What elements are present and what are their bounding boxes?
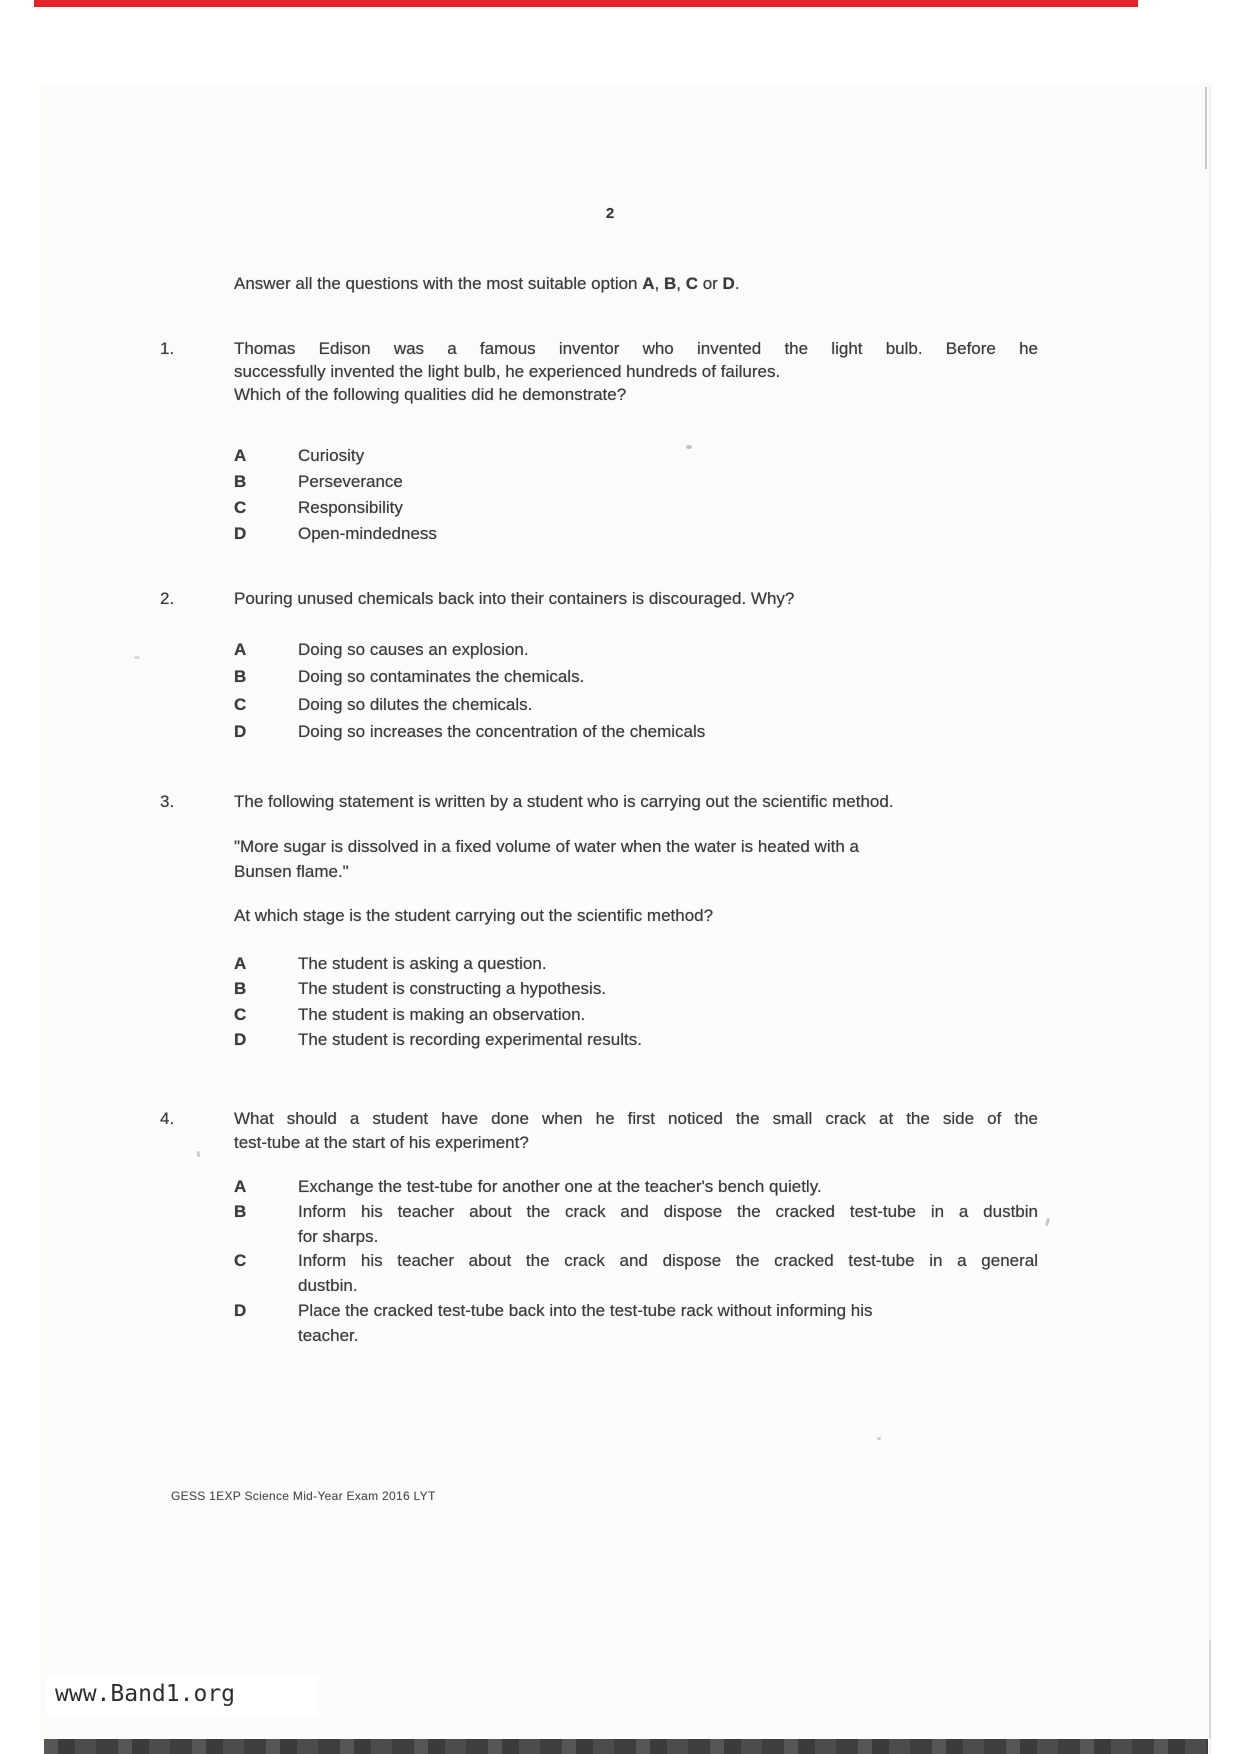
option-text-line: Inform his teacher about the crack and dispose the cracked test-tube in a dustbin [298, 1201, 1038, 1221]
option-text-line: The student is making an observation. [298, 1004, 586, 1024]
option-text-line: Doing so dilutes the chemicals. [298, 694, 533, 714]
option-letter: B [234, 979, 247, 999]
option-text-line: teacher. [298, 1325, 359, 1345]
option-letter: A [234, 446, 247, 465]
option-letter: C [234, 498, 247, 517]
option-letter: A [234, 640, 247, 659]
option-letter: D [234, 1029, 247, 1049]
instruction-text: or [697, 274, 723, 293]
question-text-line: Thomas Edison was a famous inventor who invented the light bulb. Before he [234, 339, 1038, 358]
scan-edge-line [1205, 87, 1207, 169]
scan-speck [134, 656, 140, 659]
question-number: 1. [160, 339, 175, 358]
instruction-option-letter: C [685, 274, 698, 293]
option-text-line: Open-mindedness [298, 524, 437, 543]
instruction-option-letter: D [722, 274, 735, 293]
scan-edge-line [1209, 1640, 1211, 1739]
question-text-line: test-tube at the start of his experiment? [234, 1132, 529, 1152]
watermark: www.Band1.org [55, 1681, 236, 1707]
option-text-line: Place the cracked test-tube back into the test-tube rack without informing his [298, 1301, 873, 1320]
option-letter: B [234, 472, 247, 491]
instruction [234, 274, 740, 294]
instruction-option-letter: A [642, 274, 655, 293]
option-text-line: Inform his teacher about the crack and dispose the cracked test-tube in a general [298, 1251, 1038, 1271]
question-number: 2. [160, 589, 175, 608]
instruction-text: , [654, 274, 664, 293]
instruction-text: Answer all the questions with the most suitable option [234, 274, 643, 293]
question-text-line: Which of the following qualities did he demonstrate? [234, 385, 627, 404]
option-letter: C [234, 1004, 247, 1024]
option-letter: B [234, 1201, 247, 1221]
scan-speck [686, 445, 692, 449]
top-red-bar [34, 0, 1138, 7]
option-letter: D [234, 1301, 247, 1320]
scan-edge-line [1209, 85, 1211, 1754]
question-text-line: At which stage is the student carrying out the scientific method? [234, 906, 714, 925]
option-text-line: Curiosity [298, 446, 365, 465]
watermark-box [46, 1676, 318, 1716]
option-text-line: The student is constructing a hypothesis. [298, 979, 607, 999]
question-text-line: What should a student have done when he first noticed the small crack at the side of the [234, 1109, 1038, 1128]
question-number: 4. [160, 1109, 175, 1128]
option-text-line: for sharps. [298, 1226, 379, 1246]
option-text-line: Doing so increases the concentration of the chemicals [298, 721, 706, 741]
option-text-line: The student is asking a question. [298, 954, 547, 973]
question-text-line: Pouring unused chemicals back into their containers is discouraged. Why? [234, 589, 795, 608]
footer-note: GESS 1EXP Science Mid-Year Exam 2016 LYT [171, 1489, 436, 1503]
option-text-line: dustbin. [298, 1276, 358, 1296]
page-number: 2 [605, 205, 615, 222]
option-text-line: Exchange the test-tube for another one at the teacher's bench quietly. [298, 1177, 822, 1196]
scan-speck [877, 1437, 881, 1440]
option-letter: A [234, 954, 247, 973]
instruction-text: . [734, 274, 740, 293]
instruction-option-letter: B [663, 274, 677, 293]
option-letter: D [234, 721, 247, 741]
option-letter: A [234, 1177, 247, 1196]
option-text-line: Doing so causes an explosion. [298, 640, 529, 659]
option-text-line: Perseverance [298, 472, 403, 491]
quote-line: "More sugar is dissolved in a fixed volume of water when the water is heated with a [234, 837, 859, 856]
option-text-line: Responsibility [298, 498, 403, 517]
question-number: 3. [160, 792, 175, 811]
bottom-scan-bar [44, 1739, 1208, 1754]
option-letter: C [234, 694, 247, 714]
option-letter: B [234, 667, 247, 687]
instruction-text: , [676, 274, 686, 293]
question-text-line: successfully invented the light bulb, he experienced hundreds of failures. [234, 362, 781, 381]
option-text-line: Doing so contaminates the chemicals. [298, 667, 585, 687]
quote-line: Bunsen flame." [234, 861, 349, 881]
option-text-line: The student is recording experimental results. [298, 1029, 642, 1049]
option-letter: C [234, 1251, 247, 1271]
question-text-line: The following statement is written by a student who is carrying out the scientific method. [234, 792, 894, 811]
option-letter: D [234, 524, 247, 543]
